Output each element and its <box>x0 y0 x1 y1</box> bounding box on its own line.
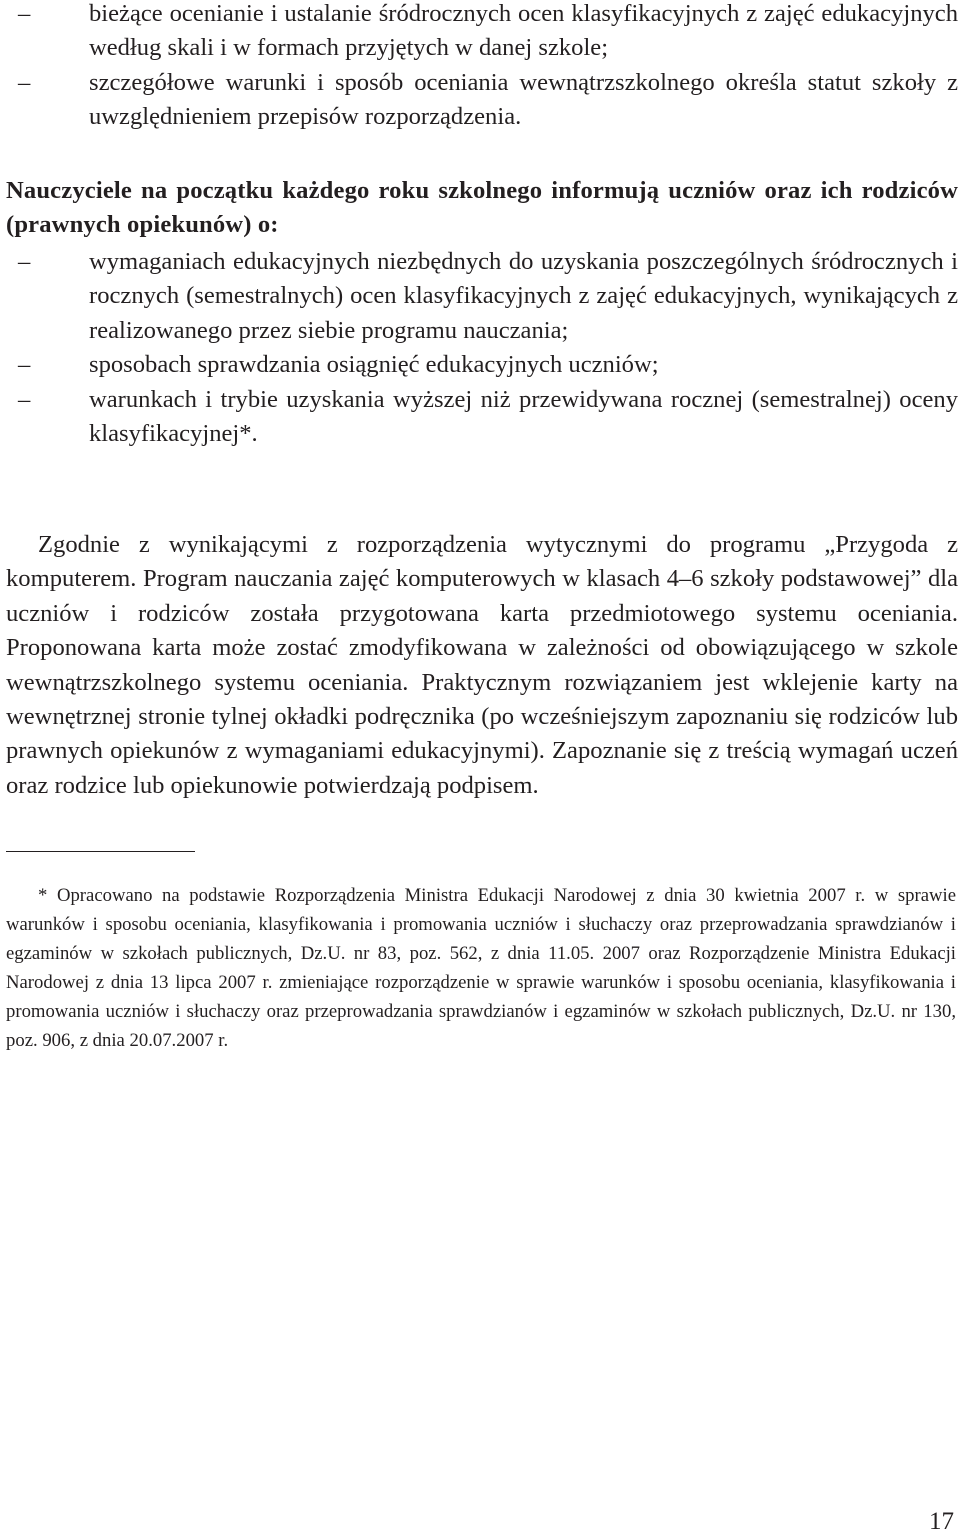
list-item <box>6 0 958 66</box>
dash-marker: – <box>18 0 31 27</box>
requirements-bullet-list <box>6 245 958 451</box>
top-bullet-list <box>6 0 958 135</box>
dash-marker: – <box>18 248 31 275</box>
list-item-text: szczegółowe warunki i sposób oceniania wewnątrzszkolnego określa statut szkoły z uwzględnieniem przepisów rozporządzenia. <box>89 68 958 131</box>
list-item-text: wymaganiach edukacyjnych niezbędnych do uzyskania poszczególnych śródrocznych i rocznych (semestralnych) ocen klasyfikacyjnych z zajęć edukacyjnych, wynikających z realizowanego przez siebie programu nauczania; <box>89 248 958 344</box>
footnote: * Opracowano na podstawie Rozporządzenia Ministra Edukacji Narodowej z dnia 30 kwietnia 2007 r. w sprawie warunków i sposobu oceniania, klasyfikowania i promowania uczniów i słuchaczy oraz przeprowadzania sprawdzianów i egzaminów w szkołach publicznych, Dz.U. nr 83, poz. 562, z dnia 11.05. 2007 oraz Rozporządzenie Ministra Edukacji Narodowej z dnia 13 lipca 2007 r. zmieniające rozporządzenie w sprawie warunków i sposobu oceniania, klasyfikowania i promowania uczniów i słuchaczy oraz przeprowadzania sprawdzianów i egzaminów w szkołach publicznych, Dz.U. nr 130, poz. 906, z dnia 20.07.2007 r. <box>6 885 956 1051</box>
list-item <box>6 348 958 382</box>
list-item <box>6 383 958 452</box>
list-item <box>6 66 958 135</box>
dash-marker: – <box>18 385 31 413</box>
list-item-text: warunkach i trybie uzyskania wyższej niż przewidywana rocznej (semestralnej) oceny klasyfikacyjnej*. <box>89 385 958 448</box>
footnote-divider <box>6 851 195 852</box>
dash-marker: – <box>18 68 31 96</box>
main-paragraph: Zgodnie z wynikającymi z rozporządzenia wytycznymi do programu „Przygoda z komputerem. Program nauczania zajęć komputerowych w klasach 4–6 szkoły podstawowej” dla uczniów i rodziców została przygotowana karta przedmiotowego systemu oceniania. Proponowana karta może zostać zmodyfikowana w zależności od obowiązującego w szkole wewnątrzszkolnego systemu oceniania. Praktycznym rozwiązaniem jest wklejenie karty na wewnętrznej stronie tylnej okładki podręcznika (po wcześniejszym zapoznaniu się rodziców lub prawnych opiekunów z wymaganiami edukacyjnymi). Zapoznanie się z treścią wymagań uczeń oraz rodzice lub opiekunowie potwierdzają podpisem. <box>6 531 958 799</box>
list-item-text: bieżące ocenianie i ustalanie śródrocznych ocen klasyfikacyjnych z zajęć edukacyjnych według skali i w formach przyjętych w danej szkole; <box>89 0 958 62</box>
list-item-text: sposobach sprawdzania osiągnięć edukacyjnych uczniów; <box>89 351 659 379</box>
intro-heading: Nauczyciele na początku każdego roku szkolnego informują uczniów oraz ich rodziców (prawnych opiekunów) o: <box>6 177 958 239</box>
dash-marker: – <box>18 351 31 379</box>
page-number: 17 <box>929 1508 954 1535</box>
list-item <box>6 245 958 348</box>
